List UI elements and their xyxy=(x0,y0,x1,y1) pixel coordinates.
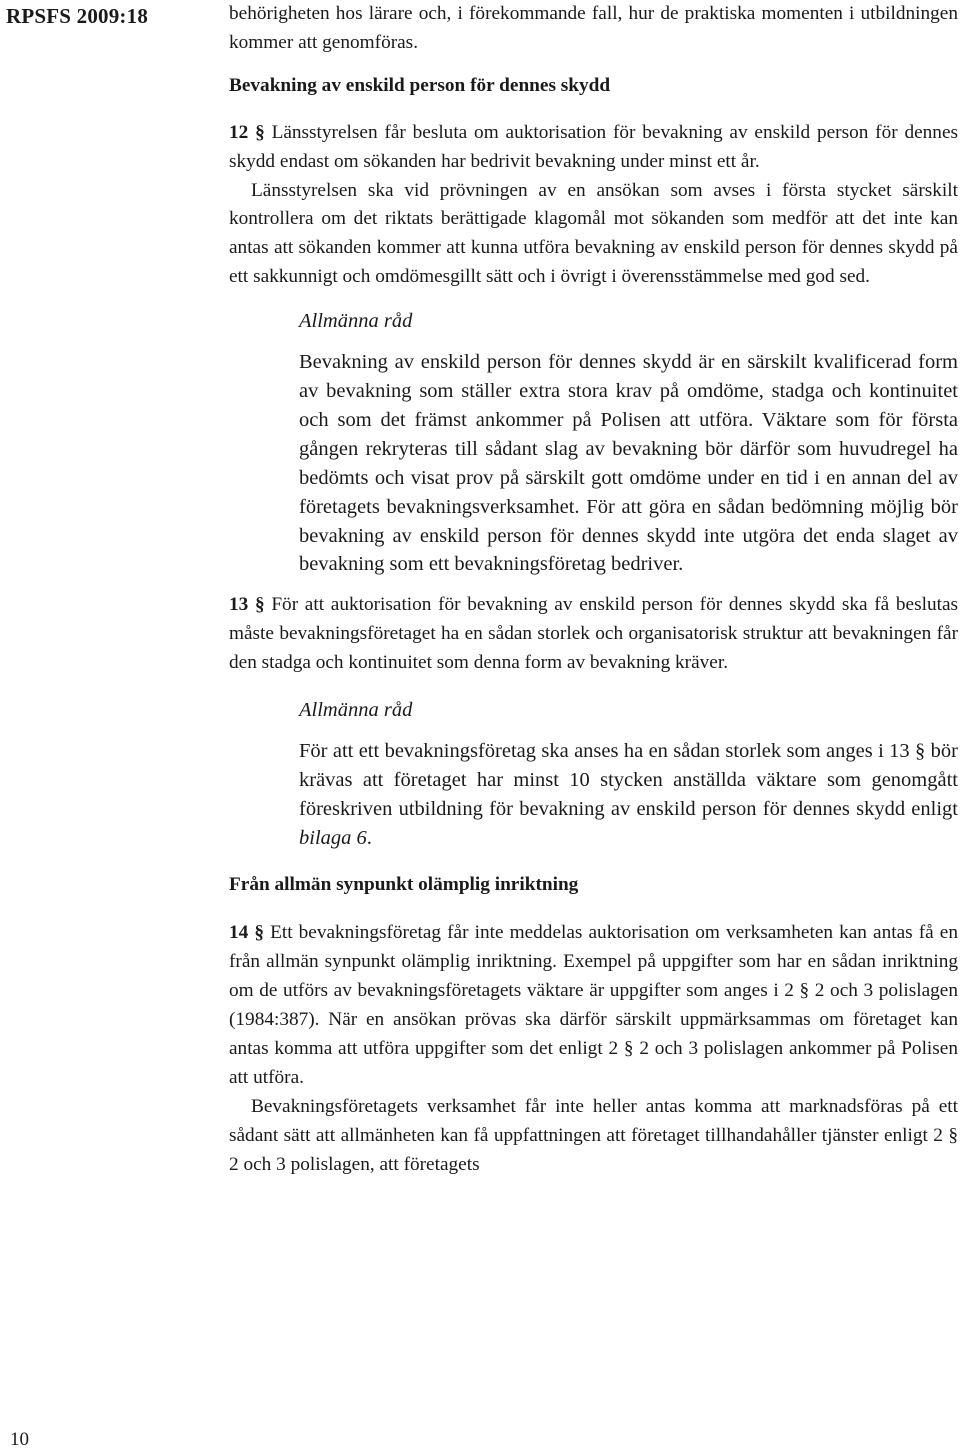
section-12-paragraph-2: Länsstyrelsen ska vid prövningen av en ansökan som avses i första stycket särskilt kontrollera om det riktats berättigade klagomål mot sökanden som medför att det inte kan antas att sökanden kommer att kunna utföra bevakning av enskild person för dennes skydd på ett sakkunnigt och omdömesgillt sätt och i övrigt i överensstämmelse med god sed. xyxy=(229,179,958,288)
section-13-text: För att auktorisation för bevakning av enskild person för dennes skydd ska få beslutas måste bevakningsföretaget ha en sådan storlek och organisatorisk struktur att bevakningen får den stadga och kontinuitet som denna form av bevakning kräver. xyxy=(229,594,959,674)
appendix-reference: bilaga 6 xyxy=(299,826,367,849)
general-advice-2 xyxy=(229,696,958,853)
section-14-number: 14 § xyxy=(229,922,264,944)
general-advice-2-title: Allmänna råd xyxy=(299,699,413,722)
general-advice-2-text-end: . xyxy=(366,826,372,849)
section-12-paragraph-1 xyxy=(229,119,958,177)
document-code: RPSFS 2009:18 xyxy=(6,4,149,28)
section-14-paragraph-2: Bevakningsföretagets verksamhet får inte heller antas komma att marknadsföras på ett sådant sätt att allmänheten kan få uppfattningen att företaget tillhandahåller tjänster enligt 2 § 2 och 3 polislagen, att företagets xyxy=(229,1095,958,1175)
general-advice-1-text: Bevakning av enskild person för dennes skydd är en särskilt kvalificerad form av bevakning som ställer extra stora krav på omdöme, stadga och kontinuitet och som det främst ankommer på Polisen att utföra. Väktare som för första gången rekryteras till sådant slag av bevakning bör därför som huvudregel ha bedömts och visat prov på särskilt gott omdöme under en tid i en annan del av företagets bevakningsverksamhet. För att göra en sådan bedömning möjlig bör bevakning av enskild person för dennes skydd inte utgöra det enda slaget av bevakning som ett bevakningsföretag bedriver. xyxy=(299,351,958,576)
section-13-number: 13 § xyxy=(229,594,265,616)
section-heading-inappropriate-direction: Från allmän synpunkt olämplig inriktning xyxy=(229,873,579,895)
section-14-text-1: Ett bevakningsföretag får inte meddelas auktorisation om verksamheten kan antas få en från allmän synpunkt olämplig inriktning. Exempel på uppgifter som har en sådan inriktning om de utförs av bevakningsföretagets väktare är uppgifter som anges i 2 § 2 och 3 polislagen (1984:387). När en ansökan prövas ska därför särskilt uppmärksammas om företaget kan antas komma att utföra uppgifter som det enligt 2 § 2 och 3 polislagen ankommer på Polisen att utföra. xyxy=(229,922,958,1088)
general-advice-2-text xyxy=(299,737,958,853)
page-number: 10 xyxy=(10,1429,29,1450)
page-content xyxy=(229,0,958,1180)
section-heading-personal-protection: Bevakning av enskild person för dennes skydd xyxy=(229,74,611,96)
section-13-paragraph xyxy=(229,591,958,678)
section-12-number: 12 § xyxy=(229,121,265,143)
section-14-paragraph-1 xyxy=(229,919,958,1092)
general-advice-1 xyxy=(229,307,958,579)
section-12-text-1: Länsstyrelsen får besluta om auktorisation för bevakning av enskild person för dennes skydd endast om sökanden har bedrivit bevakning under minst ett år. xyxy=(229,121,958,172)
general-advice-2-text-main: För att ett bevakningsföretag ska anses ha en sådan storlek som anges i 13 § bör krävas att företaget har minst 10 stycken anställda väktare som genomgått föreskriven utbildning för bevakning av enskild person för dennes skydd enligt xyxy=(299,739,958,820)
general-advice-1-title: Allmänna råd xyxy=(299,310,413,333)
intro-continuation: behörigheten hos lärare och, i förekommande fall, hur de praktiska momenten i utbildningen kommer att genomföras. xyxy=(229,3,958,53)
